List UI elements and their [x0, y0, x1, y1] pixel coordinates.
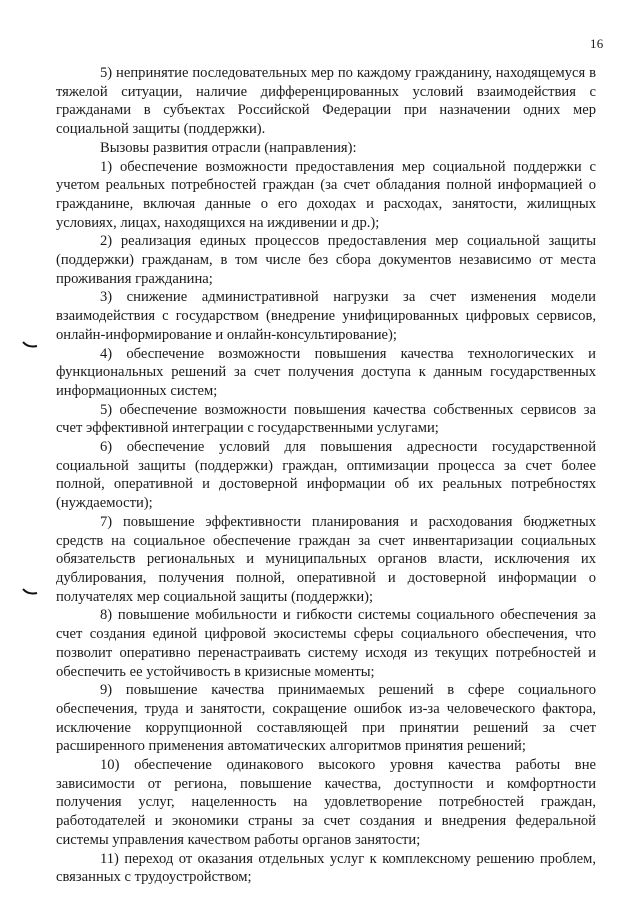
binding-hole-mark-upper-icon: [22, 341, 38, 349]
paragraph-challenge-4: 4) обеспечение возможности повышения качества технологических и функциональных решений за счет получения доступа к данным государственных информационных систем;: [56, 345, 596, 399]
paragraph-challenge-9: 9) повышение качества принимаемых решений в сфере социального обеспечения, труда и занятости, сокращение ошибок из-за человеческого фактора, исключение коррупционной составляющей при принятии решений за счет расширенного применения автоматических алгоритмов принятия решений;: [56, 682, 596, 755]
paragraph-challenges-heading: Вызовы развития отрасли (направления):: [100, 139, 357, 156]
binding-hole-mark-upper: [22, 341, 38, 349]
paragraph-challenge-6: 6) обеспечение условий для повышения адресности государственной социальной защиты (поддержки) граждан, оптимизации процесса за счет более полной, оперативной и достоверной информации об их реальных потребностях (нуждаемости);: [56, 439, 596, 512]
paragraph-item-5-problem: 5) непринятие последовательных мер по каждому гражданину, находящемуся в тяжелой ситуации, наличие дифференцированных условий взаимодействия с гражданами в субъектах Российской Федерации при назначении одних мер социальной защиты (поддержки).: [56, 65, 596, 138]
binding-hole-mark-lower-icon: [22, 588, 38, 596]
binding-hole-mark-lower: [22, 588, 38, 596]
paragraph-challenge-10: 10) обеспечение одинакового высокого уровня качества работы вне зависимости от региона, повышение качества, доступности и комфортности получения услуг, нацеленность на удовлетворение потребностей граждан, работодателей и экономики страны за счет создания и внедрения федеральной системы управления качеством работы органов занятости;: [56, 757, 596, 848]
document-body: [56, 64, 596, 887]
paragraph-challenge-7: 7) повышение эффективности планирования и расходования бюджетных средств на социальное обеспечение граждан за счет инвентаризации социальных обязательств региональных и муниципальных органов власти, исключения их дублирования, получения полной, оперативной и достоверной информации о получателях мер социальной защиты (поддержки);: [56, 513, 596, 605]
paragraph-challenge-8: 8) повышение мобильности и гибкости системы социального обеспечения за счет создания единой цифровой экосистемы сферы социального обеспечения, что позволит оперативно перенастраивать систему исходя из текущих потребностей и обеспечить ее устойчивость в кризисные моменты;: [56, 607, 596, 680]
page-number: 16: [590, 36, 604, 51]
paragraph-challenge-5: 5) обеспечение возможности повышения качества собственных сервисов за счет эффективной интеграции с государственными услугами;: [56, 401, 596, 437]
paragraph-challenge-1: 1) обеспечение возможности предоставления мер социальной поддержки с учетом реальных потребностей граждан (за счет обладания полной информацией о гражданине, включая данные о его доходах и расходах, занятости, жилищных условиях, лицах, находящихся на иждивении и др.);: [56, 158, 596, 231]
paragraph-challenge-2: 2) реализация единых процессов предоставления мер социальной защиты (поддержки) гражданам, в том числе без сбора документов независимо от места проживания гражданина;: [56, 233, 596, 287]
paragraph-challenge-11: 11) переход от оказания отдельных услуг к комплексному решению проблем, связанных с трудоустройством;: [56, 850, 596, 886]
paragraph-challenge-3: 3) снижение административной нагрузки за счет изменения модели взаимодействия с государством (внедрение унифицированных цифровых сервисов, онлайн-информирование и онлайн-консультирование);: [56, 289, 596, 343]
